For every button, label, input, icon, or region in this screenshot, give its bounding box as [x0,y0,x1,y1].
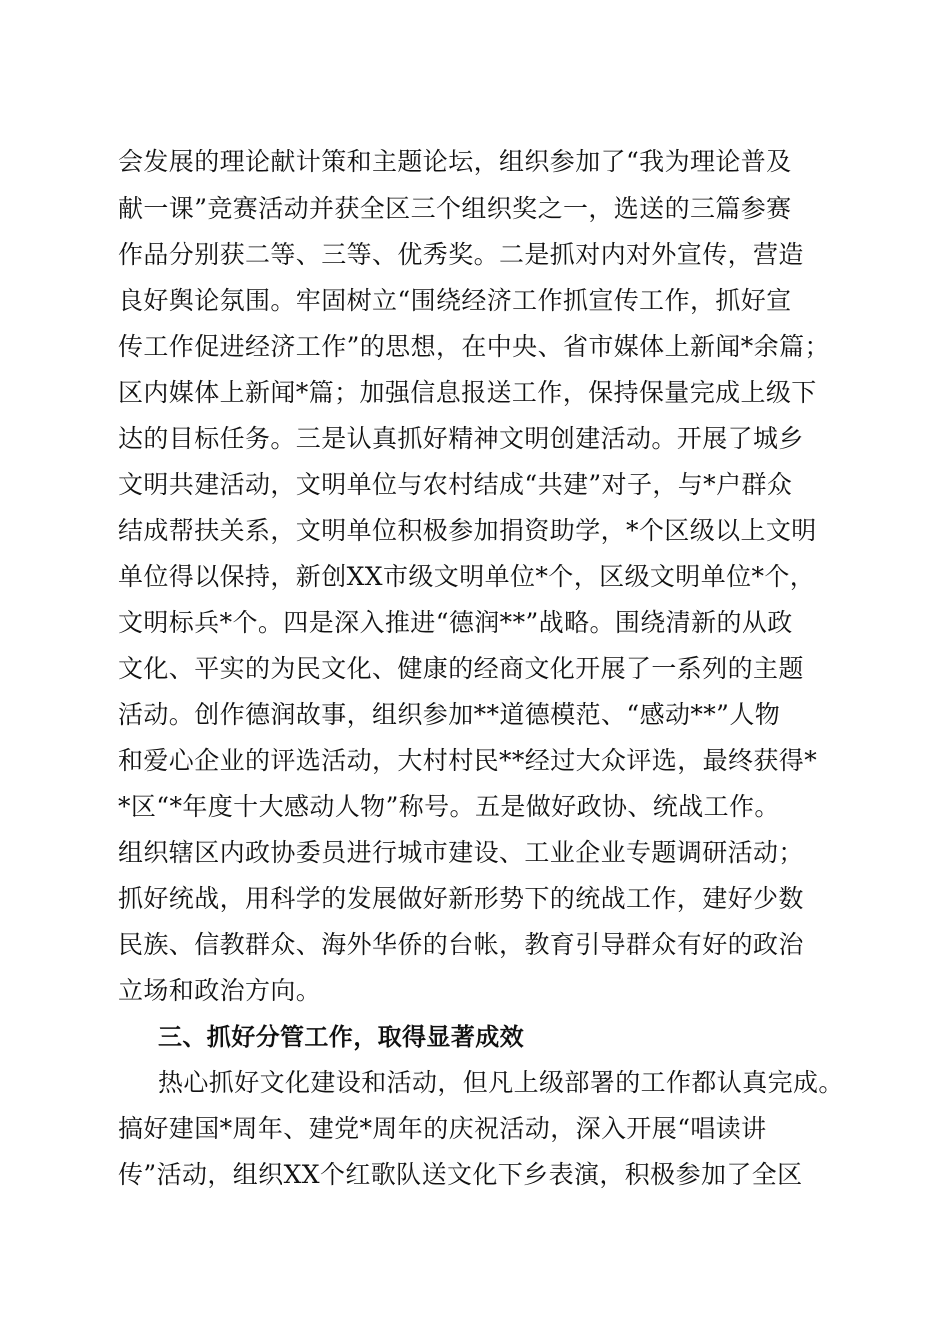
body-line-3: 作品分别获二等、三等、优秀奖。二是抓对内对外宣传，营造 [118,240,804,269]
body-line-1: 会发展的理论献计策和主题论坛，组织参加了“我为理论普及 [118,147,792,176]
body-line-15: *区“*年度十大感动人物”称号。五是做好政协、统战工作。 [118,792,780,821]
body-line-19: 立场和政治方向。 [118,976,322,1005]
section-line-2: 搞好建国*周年、建党*周年的庆祝活动，深入开展“唱读讲 [118,1114,767,1143]
section-line-3: 传”活动，组织XX个红歌队送文化下乡表演，积极参加了全区 [118,1160,803,1189]
body-line-7: 达的目标任务。三是认真抓好精神文明创建活动。开展了城乡 [118,424,804,453]
section-line-1: 热心抓好文化建设和活动，但凡上级部署的工作都认真完成。 [158,1068,844,1097]
body-line-6: 区内媒体上新闻*篇；加强信息报送工作，保持保量完成上级下 [118,378,817,407]
body-line-13: 活动。创作德润故事，组织参加**道德模范、“感动**”人物 [118,700,781,729]
body-line-8: 文明共建活动，文明单位与农村结成“共建”对子，与*户群众 [118,470,793,499]
body-line-11: 文明标兵*个。四是深入推进“德润**”战略。围绕清新的从政 [118,608,793,637]
body-line-17: 抓好统战，用科学的发展做好新形势下的统战工作，建好少数 [118,884,804,913]
body-line-10: 单位得以保持，新创XX市级文明单位*个，区级文明单位*个， [118,562,816,591]
body-line-14: 和爱心企业的评选活动，大村村民**经过大众评选，最终获得* [118,746,818,775]
section-heading: 三、抓好分管工作，取得显著成效 [158,1023,524,1051]
body-line-18: 民族、信教群众、海外华侨的台帐，教育引导群众有好的政治 [118,930,804,959]
body-line-9: 结成帮扶关系，文明单位积极参加捐资助学，*个区级以上文明 [118,516,817,545]
body-line-5: 传工作促进经济工作”的思想，在中央、省市媒体上新闻*余篇； [118,332,830,361]
body-line-16: 组织辖区内政协委员进行城市建设、工业企业专题调研活动； [118,838,804,867]
body-line-4: 良好舆论氛围。牢固树立“围绕经济工作抓宣传工作，抓好宣 [118,286,792,315]
body-line-2: 献一课”竞赛活动并获全区三个组织奖之一，选送的三篇参赛 [118,194,792,223]
body-line-12: 文化、平实的为民文化、健康的经商文化开展了一系列的主题 [118,654,804,683]
